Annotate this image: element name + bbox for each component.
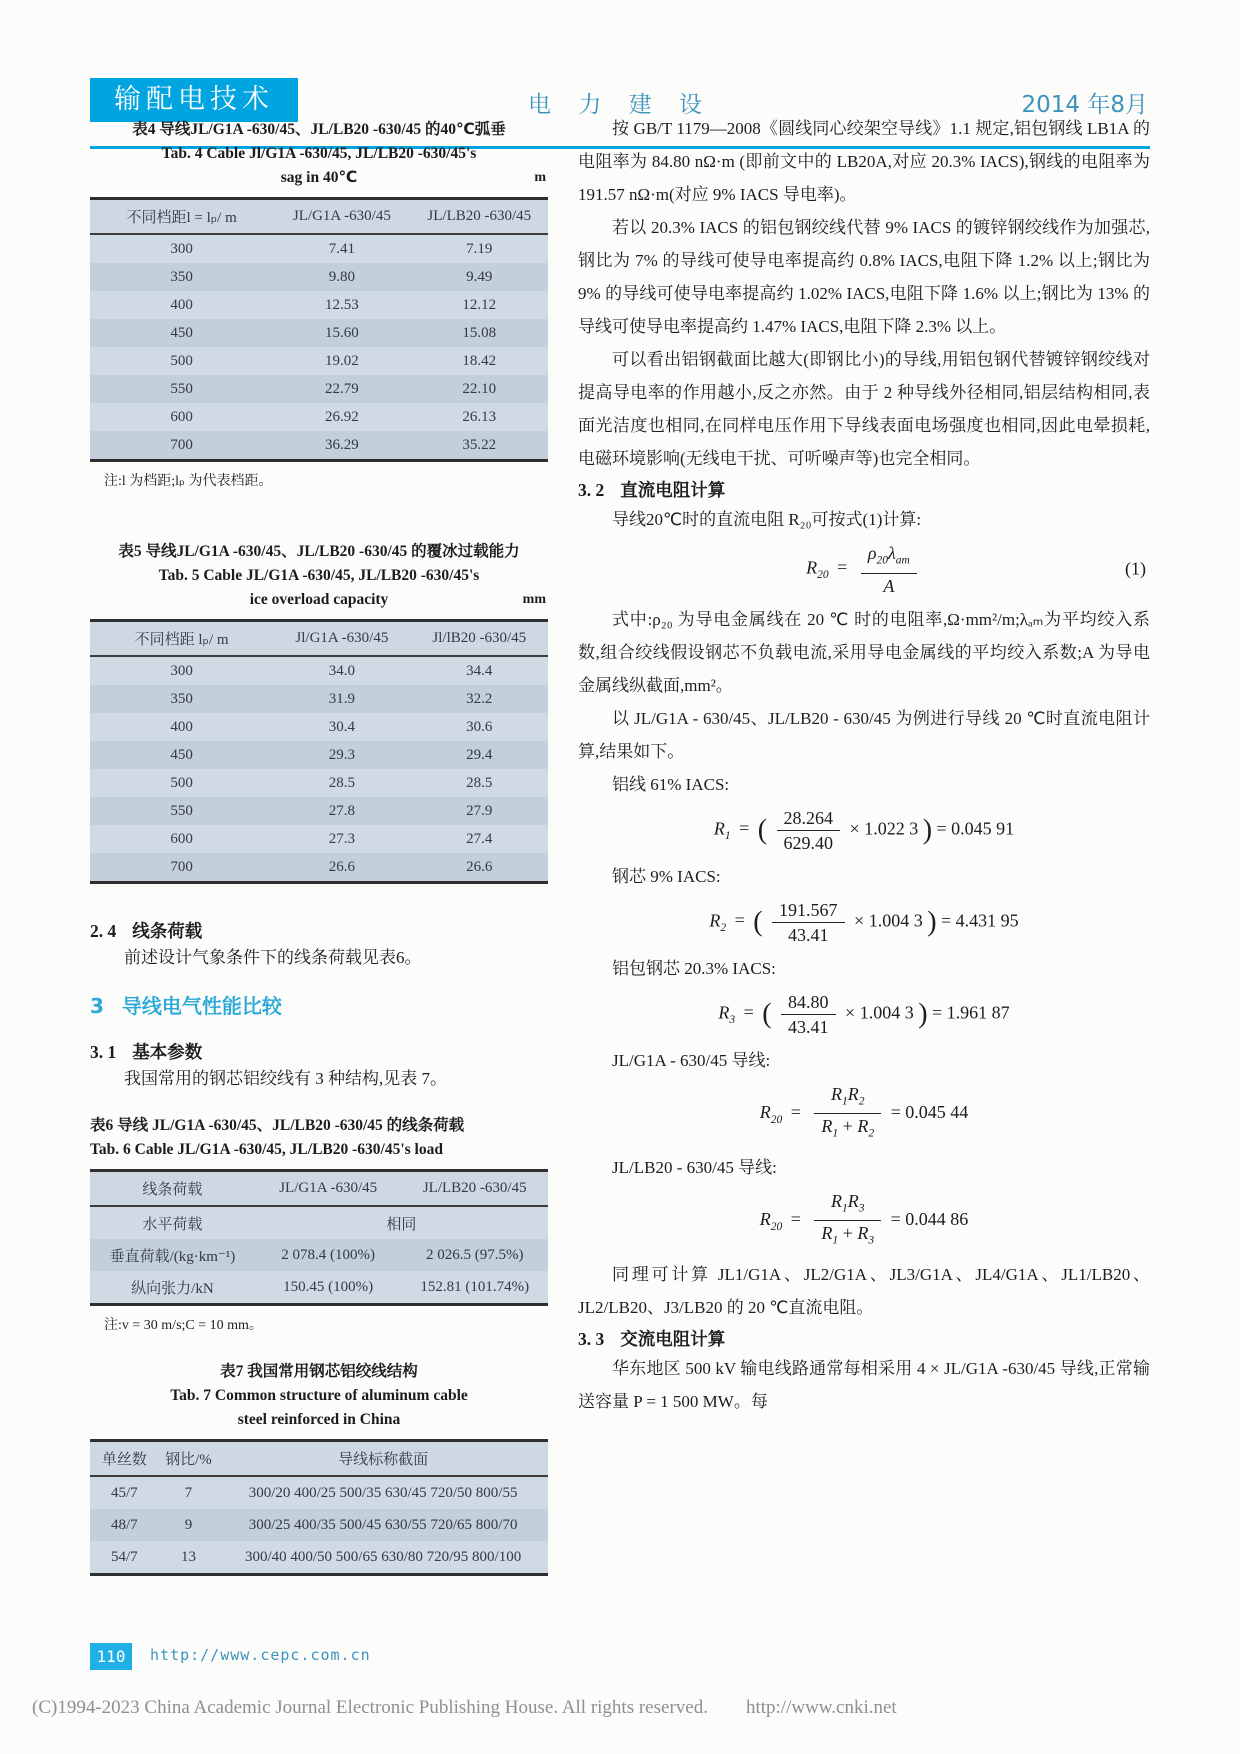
formula-var: R (847, 1190, 859, 1211)
formula-plus: + (838, 1223, 858, 1244)
formula-sub: 20 (770, 1220, 783, 1233)
formula-result: = 0.045 44 (890, 1101, 969, 1122)
journal-section-label: 输配电技术 (90, 78, 298, 122)
journal-title: 电 力 建 设 (528, 92, 712, 118)
formula-rel: = (743, 1002, 754, 1023)
fraction (772, 898, 845, 947)
table7-caption-en: Tab. 7 Common structure of aluminum cable (170, 1387, 468, 1404)
formula-r20-g1a (578, 1082, 1150, 1146)
table-row (90, 375, 548, 403)
table-cell: 22.79 (325, 380, 359, 397)
table4-col-header: 不同档距l = lₚ/ m (90, 199, 273, 235)
table6-caption-en: Tab. 6 Cable JL/G1A -630/45, JL/LB20 -630/45's load (90, 1141, 443, 1158)
table4 (90, 197, 548, 462)
table-cell: 34.0 (328, 662, 355, 679)
formula-rel: = (739, 818, 750, 839)
paragraph-dc-intro: 导线20℃时的直流电阻 R₂₀可按式(1)计算: (612, 510, 922, 529)
table5-header-row (90, 621, 548, 657)
formula-result: = 1.961 87 (932, 1002, 1010, 1023)
table-cell: 22.10 (462, 380, 497, 397)
formula-r3 (578, 990, 1150, 1039)
table5-caption-en: Tab. 5 Cable JL/G1A -630/45, JL/LB20 -630/45's (158, 567, 480, 584)
table4-caption-en2: sag in 40℃ (280, 169, 358, 186)
formula-var: R (831, 1190, 842, 1211)
table-cell: 31.9 (328, 690, 355, 707)
table-row (90, 713, 548, 741)
table-row (90, 656, 548, 685)
table-row (90, 1239, 548, 1271)
section-3-title: 导线电气性能比较 (121, 994, 282, 1018)
table6-note: 注:v = 30 m/s;C = 10 mm。 (104, 1318, 263, 1333)
formula-var: R (806, 557, 818, 578)
paren-close: ) (922, 814, 933, 846)
table-cell: 纵向张力/kN (131, 1280, 214, 1297)
fraction (814, 1189, 881, 1253)
formula-var: R (857, 1116, 869, 1137)
label-jlg1a: JL/G1A - 630/45 导线: (612, 1050, 771, 1070)
table-row (90, 825, 548, 853)
section-2-4-title: 线条荷载 (132, 921, 203, 941)
table-cell: 350 (170, 268, 193, 285)
table-cell: 350 (170, 690, 193, 707)
table-cell: 300/40 400/50 500/65 630/80 720/95 800/100 (244, 1548, 522, 1565)
table-cell: 2 026.5 (97.5%) (425, 1246, 524, 1263)
section-2-4-paragraph: 前述设计气象条件下的线条荷载见表6。 (124, 948, 422, 967)
formula-var: R (713, 818, 725, 839)
fraction (777, 806, 841, 855)
issue-date: 2014 年8月 (1021, 92, 1148, 118)
table-cell: 9.80 (328, 268, 355, 285)
formula-var: R (718, 1002, 730, 1023)
table-cell: 45/7 (111, 1484, 138, 1501)
table5-col-header: 不同档距 lₚ/ m (90, 621, 273, 657)
table-row (90, 234, 548, 263)
section-3-2-title: 直流电阻计算 (620, 480, 726, 500)
table-cell: 27.8 (328, 802, 355, 819)
table6-header-row (90, 1171, 548, 1207)
table-cell: 500 (170, 774, 193, 791)
table6-caption-cn: 表6 导线 JL/G1A -630/45、JL/LB20 -630/45 的线条荷载 (90, 1117, 465, 1134)
formula-rel: = (790, 1101, 801, 1122)
table-cell: 垂直荷载/(kg·km⁻¹) (109, 1248, 236, 1265)
formula-1 (578, 541, 1150, 598)
table-cell: 28.5 (466, 774, 493, 791)
section-3-2-heading (578, 477, 1150, 503)
table-row (90, 1541, 548, 1575)
paragraph-corona: 可以看出铝钢截面比越大(即钢比小)的导线,用铝包钢代替镀锌钢绞线对提高导电率的作用越小,反之亦然。由于 2 种导线外径相同,铝层结构相同,表面光洁度也相同,在同样电压作用下导线表面电场强度也相同,因此电晕损耗,电磁环境影响(无线电干扰、可听噪声等)也完全相同。 (578, 350, 1150, 468)
paren-close: ) (918, 998, 928, 1030)
table4-col-header: JL/G1A -630/45 (273, 199, 410, 235)
table5-col-header: Jl/G1A -630/45 (273, 621, 410, 657)
copyright-line: (C)1994-2023 China Academic Journal Electronic Publishing House. All rights reserved. http://www.cnki.net (32, 1697, 897, 1718)
table-cell: 300/20 400/25 500/35 630/45 720/50 800/55 (248, 1484, 518, 1501)
table6-col-header: JL/LB20 -630/45 (401, 1171, 548, 1207)
formula-sub: 20 (770, 1113, 783, 1126)
table-row (90, 403, 548, 431)
table-cell: 15.08 (462, 324, 497, 341)
table4-unit: m (534, 170, 546, 185)
table-cell: 300/25 400/35 500/45 630/55 720/65 800/70 (248, 1516, 518, 1533)
table-cell: 35.22 (462, 436, 497, 453)
fraction-denominator: A (861, 573, 917, 598)
section-3-1-number: 3. 1 (90, 1042, 117, 1062)
formula-sub: 1 (842, 1202, 848, 1215)
formula-var: R (759, 1209, 771, 1229)
formula-rel: = (790, 1209, 801, 1229)
table-cell: 54/7 (111, 1548, 138, 1565)
table-cell: 7.19 (466, 240, 493, 257)
paren-open: ( (757, 814, 768, 846)
table-cell: 600 (170, 830, 193, 847)
paren-open: ( (753, 906, 763, 938)
fraction (781, 990, 836, 1039)
table-cell: 26.13 (462, 408, 497, 425)
section-3-1-title: 基本参数 (132, 1042, 203, 1062)
formula-r20-lb20 (578, 1189, 1150, 1253)
table-row (90, 685, 548, 713)
table-cell: 9 (184, 1516, 193, 1533)
table-row (90, 1271, 548, 1305)
fraction-denominator: 43.41 (781, 1014, 836, 1039)
fraction (814, 1082, 881, 1146)
fraction-numerator (814, 1189, 881, 1221)
table7-caption-en2: steel reinforced in China (237, 1411, 401, 1428)
formula-var: R (831, 1083, 842, 1104)
fraction-numerator (814, 1082, 881, 1114)
table6-caption (90, 1114, 548, 1162)
section-3-heading (90, 991, 548, 1021)
formula-var: R (821, 1116, 833, 1137)
table-cell: 700 (170, 858, 193, 875)
table-cell: 36.29 (325, 436, 359, 453)
table4-caption (90, 118, 548, 190)
table-cell: 相同 (386, 1216, 417, 1233)
formula-sub: 2 (720, 921, 727, 934)
formula-result: = 0.045 91 (936, 818, 1015, 839)
table-cell: 600 (170, 408, 193, 425)
paragraph-formula-terms: 式中:ρ₂₀ 为导电金属线在 20 ℃ 时的电阻率,Ω·mm²/m;λₐₘ为平均绞入系数,组合绞线假设钢芯不负载电流,采用导电金属线的平均绞入系数;A 为导电金属线纵截面,mm²。 (578, 609, 1150, 695)
formula-multiplier: × 1.004 3 (854, 910, 923, 931)
fraction-denominator: 629.40 (777, 830, 841, 855)
table-cell: 30.6 (466, 718, 493, 735)
formula-sub: 20 (817, 569, 829, 582)
equation-number: (1) (1125, 558, 1146, 579)
formula-var: ρ (867, 543, 877, 563)
table-row (90, 853, 548, 883)
formula-sub: 3 (858, 1202, 865, 1215)
fraction-numerator: 28.264 (783, 807, 834, 828)
table-cell: 450 (170, 746, 193, 763)
table4-body (90, 234, 548, 461)
page-number-badge: 110 (90, 1643, 132, 1670)
table7-header-row (90, 1441, 548, 1477)
table7 (90, 1439, 548, 1576)
section-3-2-number: 3. 2 (578, 480, 605, 500)
paragraph-ac-intro: 华东地区 500 kV 输电线路通常每相采用 4 × JL/G1A -630/45 导线,正常输送容量 P = 1 500 MW。每 (578, 1358, 1150, 1411)
table-cell: 26.6 (466, 858, 493, 875)
table7-col-header: 单丝数 (90, 1441, 159, 1477)
table-cell: 7.41 (328, 240, 355, 257)
table-row (90, 1476, 548, 1509)
table4-header-row (90, 199, 548, 235)
section-3-1-paragraph: 我国常用的钢芯铝绞线有 3 种结构,见表 7。 (124, 1069, 447, 1088)
table5-body (90, 656, 548, 883)
table-row (90, 769, 548, 797)
table-cell: 28.5 (328, 774, 355, 791)
table-cell: 700 (170, 436, 193, 453)
table-row (90, 1206, 548, 1239)
table-cell: 48/7 (111, 1516, 138, 1533)
table6-body (90, 1206, 548, 1305)
table-cell: 12.12 (462, 296, 497, 313)
table-row (90, 797, 548, 825)
table5-caption-cn: 表5 导线JL/G1A -630/45、JL/LB20 -630/45 的覆冰过载能力 (118, 543, 520, 560)
table6-col-header: JL/G1A -630/45 (255, 1171, 402, 1207)
table-row (90, 741, 548, 769)
formula-sub: 2 (868, 1127, 875, 1140)
section-3-1-heading (90, 1039, 548, 1065)
table7-col-header: 钢比/% (159, 1441, 219, 1477)
section-3-3-title: 交流电阻计算 (620, 1328, 726, 1349)
formula-var: R (857, 1223, 869, 1244)
table5-unit: mm (522, 592, 546, 607)
table5-col-header: Jl/lB20 -630/45 (411, 621, 548, 657)
label-alu-clad: 铝包钢芯 20.3% IACS: (612, 958, 776, 978)
fraction-denominator (814, 1220, 881, 1253)
formula-sub: 3 (729, 1013, 736, 1026)
table6 (90, 1169, 548, 1306)
table-row (90, 431, 548, 461)
section-3-3-number: 3. 3 (578, 1328, 605, 1349)
table-cell: 300 (170, 240, 193, 257)
table-cell: 34.4 (466, 662, 493, 679)
formula-result: = 0.044 86 (890, 1209, 969, 1229)
table-cell: 9.49 (466, 268, 493, 285)
journal-site-url: http://www.cepc.com.cn (150, 1646, 371, 1664)
table-cell: 300 (170, 662, 193, 679)
table-cell: 12.53 (325, 296, 359, 313)
fraction-denominator: 43.41 (772, 922, 845, 947)
label-jllb20: JL/LB20 - 630/45 导线: (612, 1157, 777, 1177)
formula-var: λ (887, 543, 896, 563)
label-aluminum: 铝线 61% IACS: (612, 774, 730, 794)
label-steel-core: 钢芯 9% IACS: (612, 866, 721, 886)
formula-var: R (847, 1083, 859, 1104)
table-cell: 26.92 (325, 408, 359, 425)
formula-sub: 20 (876, 554, 888, 567)
formula-rel: = (837, 557, 848, 578)
table-cell: 27.3 (328, 830, 355, 847)
section-3-number: 3 (90, 994, 104, 1018)
table-cell: 30.4 (328, 718, 355, 735)
formula-rel: = (734, 910, 745, 931)
formula-multiplier: × 1.004 3 (845, 1002, 914, 1023)
table4-col-header: JL/LB20 -630/45 (411, 199, 548, 235)
table-cell: 18.42 (462, 352, 497, 369)
table-cell: 27.4 (466, 830, 493, 847)
section-2-4-number: 2. 4 (90, 921, 117, 941)
formula-multiplier: × 1.022 3 (849, 818, 919, 839)
table-row (90, 291, 548, 319)
formula-sub: 1 (832, 1127, 839, 1140)
table-row (90, 1509, 548, 1541)
table-cell: 水平荷载 (142, 1216, 203, 1233)
formula-r1 (578, 806, 1150, 855)
formula-sub: 3 (868, 1234, 875, 1247)
table6-col-header: 线条荷载 (90, 1171, 255, 1207)
fraction-numerator: 191.567 (779, 899, 838, 920)
table-cell: 550 (170, 802, 193, 819)
formula-sub: 1 (842, 1095, 848, 1108)
paragraph-similarly: 同理可计算 JL1/G1A、JL2/G1A、JL3/G1A、JL4/G1A、JL1/LB20、JL2/LB20、J3/LB20 的 20 ℃直流电阻。 (578, 1264, 1150, 1317)
table5-caption (90, 540, 548, 612)
table-row (90, 347, 548, 375)
table-cell: 400 (170, 718, 193, 735)
fraction (861, 541, 917, 598)
fraction-denominator (814, 1113, 881, 1146)
paragraph-example-intro: 以 JL/G1A - 630/45、JL/LB20 - 630/45 为例进行导线 20 ℃时直流电阻计算,结果如下。 (578, 708, 1150, 761)
formula-result: = 4.431 95 (941, 910, 1019, 931)
table-cell: 500 (170, 352, 193, 369)
table-cell: 13 (180, 1548, 196, 1565)
section-3-3-heading (578, 1326, 1150, 1352)
paren-open: ( (762, 998, 772, 1030)
table4-caption-en: Tab. 4 Cable Jl/G1A -630/45, JL/LB20 -630/45's (161, 145, 477, 162)
table-cell: 152.81 (101.74%) (420, 1278, 530, 1295)
formula-var: R (759, 1101, 771, 1122)
table4-note: 注:l 为档距;lₚ 为代表档距。 (104, 474, 273, 489)
table5 (90, 619, 548, 884)
table-cell: 7 (184, 1484, 193, 1501)
table-cell: 19.02 (325, 352, 359, 369)
table4-caption-cn: 表4 导线JL/G1A -630/45、JL/LB20 -630/45 的40℃弧垂 (132, 121, 506, 138)
fraction-numerator: 84.80 (788, 991, 829, 1012)
section-2-4-heading (90, 918, 548, 944)
formula-sub: 1 (832, 1234, 839, 1247)
table-cell: 400 (170, 296, 193, 313)
table7-caption-cn: 表7 我国常用钢芯铝绞线结构 (220, 1363, 418, 1380)
table-cell: 150.45 (100%) (283, 1278, 374, 1295)
table-row (90, 319, 548, 347)
formula-sub: 1 (724, 829, 731, 842)
table-cell: 29.4 (466, 746, 493, 763)
formula-r2 (578, 898, 1150, 947)
left-column (90, 118, 548, 1576)
formula-sub: 2 (858, 1095, 865, 1108)
table-cell: 32.2 (466, 690, 493, 707)
table-cell: 29.3 (328, 746, 355, 763)
table7-body (90, 1476, 548, 1575)
formula-var: R (709, 910, 721, 931)
table-cell: 27.9 (466, 802, 493, 819)
paragraph-gbt: 按 GB/T 1179—2008《圆线同心绞架空导线》1.1 规定,铝包钢线 LB1A 的电阻率为 84.80 nΩ·m (即前文中的 LB20A,对应 20.3% IACS),钢线的电阻率为 191.57 nΩ·m(对应 9% IACS 导电率)。 (578, 119, 1150, 204)
formula-plus: + (838, 1116, 858, 1137)
formula-sub: am (895, 554, 910, 567)
table-cell: 450 (170, 324, 193, 341)
table7-caption (90, 1360, 548, 1432)
table-row (90, 263, 548, 291)
paragraph-iacs-replace: 若以 20.3% IACS 的铝包钢绞线代替 9% IACS 的镀锌钢绞线作为加强芯,钢比为 7% 的导线可使导电率提高约 0.8% IACS,电阻下降 1.2% 以上;钢比为 9% 的导线可使导电率提高约 1.02% IACS,电阻下降 1.6% 以上;钢比为 13% 的导线可使导电率提高约 1.47% IACS,电阻下降 2.3% 以上。 (578, 218, 1150, 336)
table-cell: 2 078.4 (100%) (281, 1246, 376, 1263)
table-cell: 26.6 (328, 858, 355, 875)
paren-close: ) (927, 906, 937, 938)
fraction-numerator (861, 541, 917, 573)
table5-caption-en2: ice overload capacity (249, 591, 389, 608)
right-column (578, 112, 1150, 1418)
table7-col-header: 导线标称截面 (218, 1441, 548, 1477)
formula-var: R (821, 1223, 833, 1244)
table-cell: 15.60 (325, 324, 359, 341)
table-cell: 550 (170, 380, 193, 397)
